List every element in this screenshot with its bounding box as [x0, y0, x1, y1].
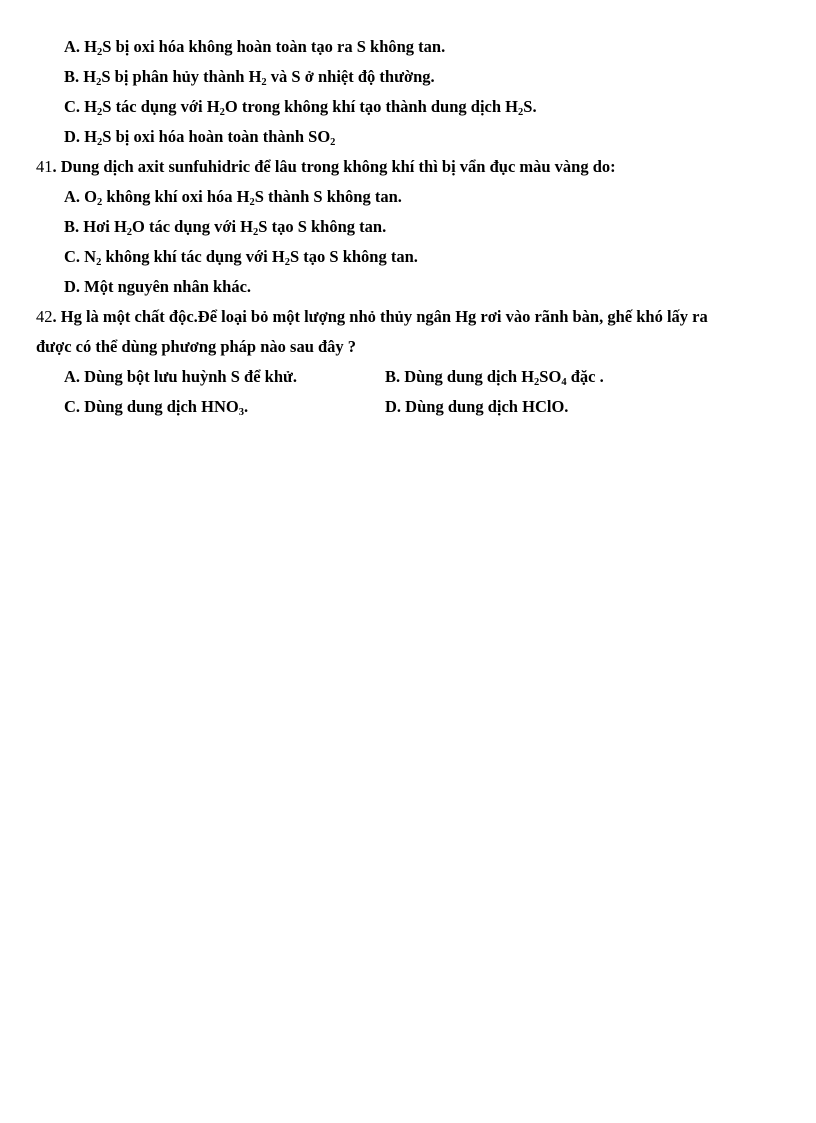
subscript: 2 [219, 107, 225, 118]
subscript: 2 [97, 137, 103, 148]
q42-option-a [64, 367, 297, 387]
option-text: Dùng dung dịch HClO. [405, 397, 569, 416]
question-42-stem [36, 307, 708, 327]
prev-option-c [64, 97, 537, 117]
subscript: 2 [97, 47, 103, 58]
option-letter: D. [64, 277, 85, 296]
option-text: $H_2S$ bị oxi hóa không hoàn toàn tạo ra S không tan. [84, 37, 446, 58]
option-letter: D. [385, 397, 406, 416]
option-letter: B. [385, 367, 405, 386]
question-41-stem [36, 157, 616, 177]
subscript: 4 [561, 377, 567, 388]
option-letter: A. [64, 37, 85, 56]
question-number: 42 [36, 307, 53, 326]
subscript: 2 [96, 257, 102, 268]
q42-option-d [385, 397, 568, 417]
option-text: Hơi $H_2O$ tác dụng với $H_2S$ tạo S không tan. [83, 217, 387, 238]
question-text: . Hg là một chất độc.Để loại bỏ một lượng nhỏ thủy ngân Hg rơi vào rãnh bàn, ghế khó lấy ra [52, 307, 708, 326]
subscript: 2 [518, 107, 524, 118]
subscript: 2 [249, 197, 255, 208]
option-text: $H_2S$ tác dụng với $H_2O$ trong không khí tạo thành dung dịch $H_2S$. [84, 97, 537, 118]
subscript: 2 [253, 227, 259, 238]
subscript: 2 [97, 107, 103, 118]
option-letter: C. [64, 397, 85, 416]
option-text: Dùng bột lưu huỳnh S để khử. [84, 367, 298, 386]
option-text: $N_2$ không khí tác dụng với $H_2S$ tạo S không tan. [84, 247, 418, 268]
option-letter: A. [64, 367, 85, 386]
subscript: 2 [330, 137, 336, 148]
option-letter: C. [64, 247, 85, 266]
q41-option-d [64, 277, 251, 297]
subscript: 2 [261, 77, 267, 88]
q42-option-c [64, 397, 248, 417]
option-letter: B. [64, 217, 84, 236]
subscript: 2 [126, 227, 133, 238]
option-text: $H_2S$ bị phân hủy thành $H_2$ và S ở nhiệt độ thường. [83, 67, 435, 88]
q41-option-b [64, 217, 386, 237]
option-text: $O_2$ không khí oxi hóa $H_2S$ thành S không tan. [84, 187, 402, 208]
subscript: 2 [97, 197, 103, 208]
question-text: . Dung dịch axit sunfuhidric để lâu trong không khí thì bị vẩn đục màu vàng do: [52, 157, 616, 176]
q41-option-a [64, 187, 402, 207]
prev-option-b [64, 67, 435, 87]
question-number: 41 [36, 157, 53, 176]
subscript: 3 [238, 407, 244, 418]
q42-option-b [385, 367, 604, 387]
subscript: 2 [534, 377, 540, 388]
option-letter: D. [64, 127, 85, 146]
option-letter: A. [64, 187, 85, 206]
prev-option-a [64, 37, 445, 57]
prev-option-d [64, 127, 335, 147]
option-text: $H_2S$ bị oxi hóa hoàn toàn thành $SO_2$ [84, 127, 336, 148]
option-letter: B. [64, 67, 84, 86]
question-42-stem-continued: được có thể dùng phương pháp nào sau đây ? [36, 337, 357, 356]
subscript: 2 [284, 257, 290, 268]
subscript: 2 [96, 77, 102, 88]
option-text: Dùng dung dịch $H_2SO_4$ đặc . [404, 367, 604, 388]
option-letter: C. [64, 97, 85, 116]
option-text: Một nguyên nhân khác. [84, 277, 252, 296]
q41-option-c [64, 247, 418, 267]
option-text: Dùng dung dịch $HNO_3$. [84, 397, 249, 418]
